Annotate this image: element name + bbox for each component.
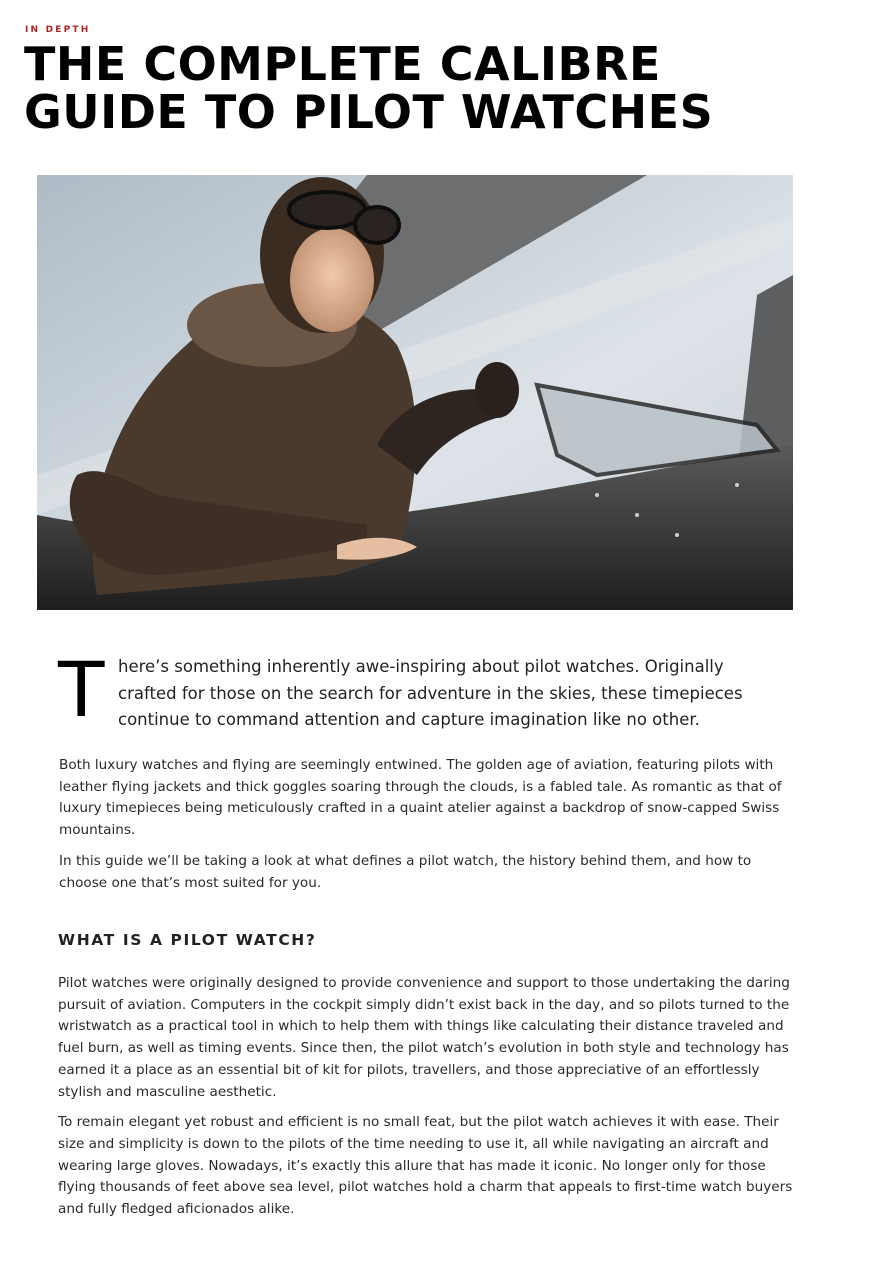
section-kicker: IN DEPTH bbox=[25, 25, 91, 35]
body-paragraph: Pilot watches were originally designed to provide convenience and support to those undertaking the daring pursuit of aviation. Computers in the cockpit simply didn’t exist back in the day, and so pilots turned to the wristwatch as a practical tool in which to help them with things like calculating their distance traveled and fuel burn, as well as timing events. Since then, the pilot watch’s evolution in both style and technology has earned it a place as an essential bit of kit for pilots, travellers, and those appreciative of an effortlessly stylish and masculine aesthetic. bbox=[58, 975, 790, 1100]
drop-cap: T bbox=[58, 645, 105, 734]
body-paragraph: Both luxury watches and flying are seemingly entwined. The golden age of aviation, featuring pilots with leather flying jackets and thick goggles soaring through the clouds, is a fabled tale. As romantic as that of luxury timepieces being meticulously crafted in a quaint atelier against a backdrop of snow-capped Swiss mountains. bbox=[59, 757, 782, 839]
body-paragraph: In this guide we’ll be taking a look at what defines a pilot watch, the history behind them, and how to choose one that’s most suited for you. bbox=[59, 852, 752, 891]
article-headline: THE COMPLETE CALIBRE GUIDE TO PILOT WATCHES bbox=[24, 37, 714, 139]
intro-paragraph bbox=[58, 645, 778, 734]
section-heading: WHAT IS A PILOT WATCH? bbox=[58, 931, 317, 949]
body-section-2 bbox=[58, 973, 794, 1230]
body-section-1 bbox=[59, 755, 795, 903]
body-paragraph: To remain elegant yet robust and efficient is no small feat, but the pilot watch achieves it with ease. Their size and simplicity is down to the pilots of the time needing to use it, all while navigating an aircraft and wearing large gloves. Nowadays, it’s exactly this allure that has made it iconic. No longer only for those flying thousands of feet above sea level, pilot watches hold a charm that appeals to first-time watch buyers and fully fledged aficionados alike. bbox=[58, 1114, 793, 1218]
hero-image bbox=[37, 175, 793, 610]
aviator-photo-illustration bbox=[37, 175, 793, 610]
intro-text: here’s something inherently awe-inspiring about pilot watches. Originally crafted for those on the search for adventure in the skies, these timepieces continue to command attention and capture imagination like no other. bbox=[118, 657, 743, 729]
